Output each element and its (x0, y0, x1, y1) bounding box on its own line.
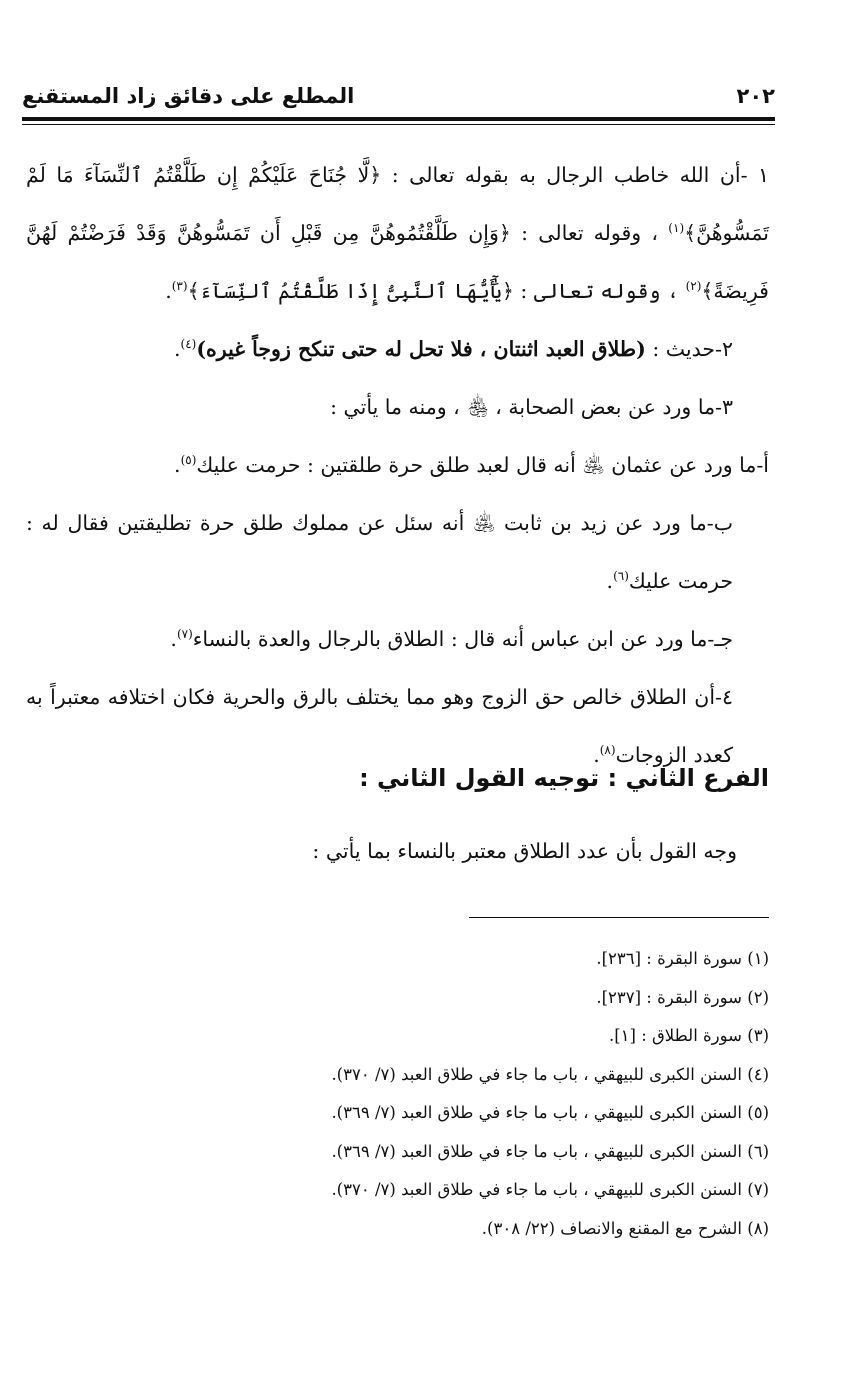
header-rule-thick (22, 117, 775, 121)
footnote-ref-4: (٤) (180, 337, 197, 352)
footnotes (26, 940, 769, 1248)
footnote-separator (469, 917, 769, 918)
paragraph-6-text: جـ-ما ورد عن ابن عباس أنه قال : الطلاق بالرجال والعدة بالنساء (192, 627, 733, 651)
footnote-item: (٣) سورة الطلاق : [١]. (608, 1026, 769, 1045)
paragraph-1: ١ -أن الله خاطب الرجال به بقوله تعالى : ﴿لَّا جُنَاحَ عَلَيْكُمْ إِن طَلَّقْتُمُ ٱلنِّسَآءَ مَا لَمْ تَمَسُّوهُنَّ﴾$^{(١)}$ ، وقوله تعالى : ﴿وَإِن طَلَّقْتُمُوهُنَّ مِن قَبْلِ أَن تَمَسُّوهُنَّ وَقَدْ فَرَضْتُمْ لَهُنَّ فَرِيضَةً﴾$^{(٢)}$ ، وقوله تعالى : ﴿يَٰٓأَيُّهَا ٱلنَّبِىُّ إِذَا طَلَّقْتُمُ ٱلنِّسَآءَ﴾$^{(٣)}$. (26, 163, 769, 303)
paragraph-1-end: ، وقوله تعالى : ﴿يَٰٓأَيُّهَا ٱلنَّبِىُّ إِذَا طَلَّقْتُمُ ٱلنِّسَآءَ﴾ (187, 279, 680, 303)
footnote-ref-8: (٨) (599, 743, 616, 758)
footnote-ref-1: (١) (668, 221, 685, 236)
footnote-item: (٨) الشرح مع المقنع والانصاف (٢٢/ ٣٠٨). (481, 1218, 769, 1238)
paragraph-1-start: ١ -أن الله خاطب الرجال به بقوله تعالى : ﴿لَّا جُنَاحَ عَلَيْكُمْ إِن طَلَّقْتُمُ ٱلنِّسَآءَ مَا لَمْ تَمَسُّوهُنَّ﴾ (26, 163, 769, 245)
footnote-ref-5: (٥) (180, 453, 197, 468)
footnote-ref-6: (٦) (613, 569, 629, 584)
footnote-item: (٦) السنن الكبرى للبيهقي ، باب ما جاء في طلاق العبد (٧/ ٣٦٩). (331, 1141, 769, 1161)
header-rule-thin (22, 124, 775, 125)
footnote-ref-3: (٣) (171, 279, 188, 294)
paragraph-4-text: أ-ما ورد عن عثمان ﵁ أنه قال لعبد طلق حرة طلقتين : حرمت عليك (196, 453, 769, 477)
paragraph-3: ٣-ما ورد عن بعض الصحابة ، ﵃ ، ومنه ما يأتي : (330, 395, 733, 419)
footnote-ref-7: (٧) (176, 627, 193, 642)
footnote-item: (٢) سورة البقرة : [٢٣٧]. (596, 987, 769, 1007)
paragraph-1-middle: ، وقوله تعالى : ﴿وَإِن طَلَّقْتُمُوهُنَّ مِن قَبْلِ أَن تَمَسُّوهُنَّ وَقَدْ فَرَضْتُمْ لَهُنَّ فَرِيضَةً﴾ (26, 221, 769, 303)
running-title: المطلع على دقائق زاد المستقنع (22, 84, 355, 108)
footnote-item: (٥) السنن الكبرى للبيهقي ، باب ما جاء في طلاق العبد (٧/ ٣٦٩). (331, 1103, 769, 1122)
paragraph-7: ٤-أن الطلاق خالص حق الزوج وهو مما يختلف بالرق والحرية فكان اختلافه معتبراً به كعدد الزوجات$^{(٨)}$. (26, 685, 733, 767)
footnote-ref-2: (٢) (685, 279, 702, 294)
paragraph-5-text: ب-ما ورد عن زيد بن ثابت ﵁ أنه سئل عن مملوك طلق حرة تطليقتين فقال له : حرمت عليك (26, 511, 733, 593)
running-header (22, 78, 775, 114)
paragraph-5: ب-ما ورد عن زيد بن ثابت ﵁ أنه سئل عن مملوك طلق حرة تطليقتين فقال له : حرمت عليك$^{(٦)}$. (26, 511, 733, 593)
main-text (26, 146, 769, 784)
section-heading: الفرع الثاني : توجيه القول الثاني : (359, 764, 769, 792)
hadith-quote: (طلاق العبد اثنتان ، فلا تحل له حتى تنكح زوجاً غيره) (196, 337, 646, 361)
paragraph-6: جـ-ما ورد عن ابن عباس أنه قال : الطلاق بالرجال والعدة بالنساء$^{(٧)}$. (170, 627, 733, 651)
footnote-item: (١) سورة البقرة : [٢٣٦]. (596, 949, 769, 968)
paragraph-7-text: ٤-أن الطلاق خالص حق الزوج وهو مما يختلف بالرق والحرية فكان اختلافه معتبراً به كعدد الزوجات (26, 685, 733, 767)
section-text: وجه القول بأن عدد الطلاق معتبر بالنساء بما يأتي : (312, 839, 737, 863)
footnote-item: (٧) السنن الكبرى للبيهقي ، باب ما جاء في طلاق العبد (٧/ ٣٧٠). (331, 1180, 769, 1199)
paragraph-2: ٢-حديث : (طلاق العبد اثنتان ، فلا تحل له حتى تنكح زوجاً غيره)$^{(٤)}$. (173, 337, 733, 361)
paragraph-4: أ-ما ورد عن عثمان ﵁ أنه قال لعبد طلق حرة طلقتين : حرمت عليك$^{(٥)}$. (174, 453, 769, 477)
paragraph-2-lead: ٢-حديث : (652, 337, 733, 361)
page-number: ٢٠٢ (736, 84, 775, 108)
footnote-item: (٤) السنن الكبرى للبيهقي ، باب ما جاء في طلاق العبد (٧/ ٣٧٠). (331, 1064, 769, 1084)
